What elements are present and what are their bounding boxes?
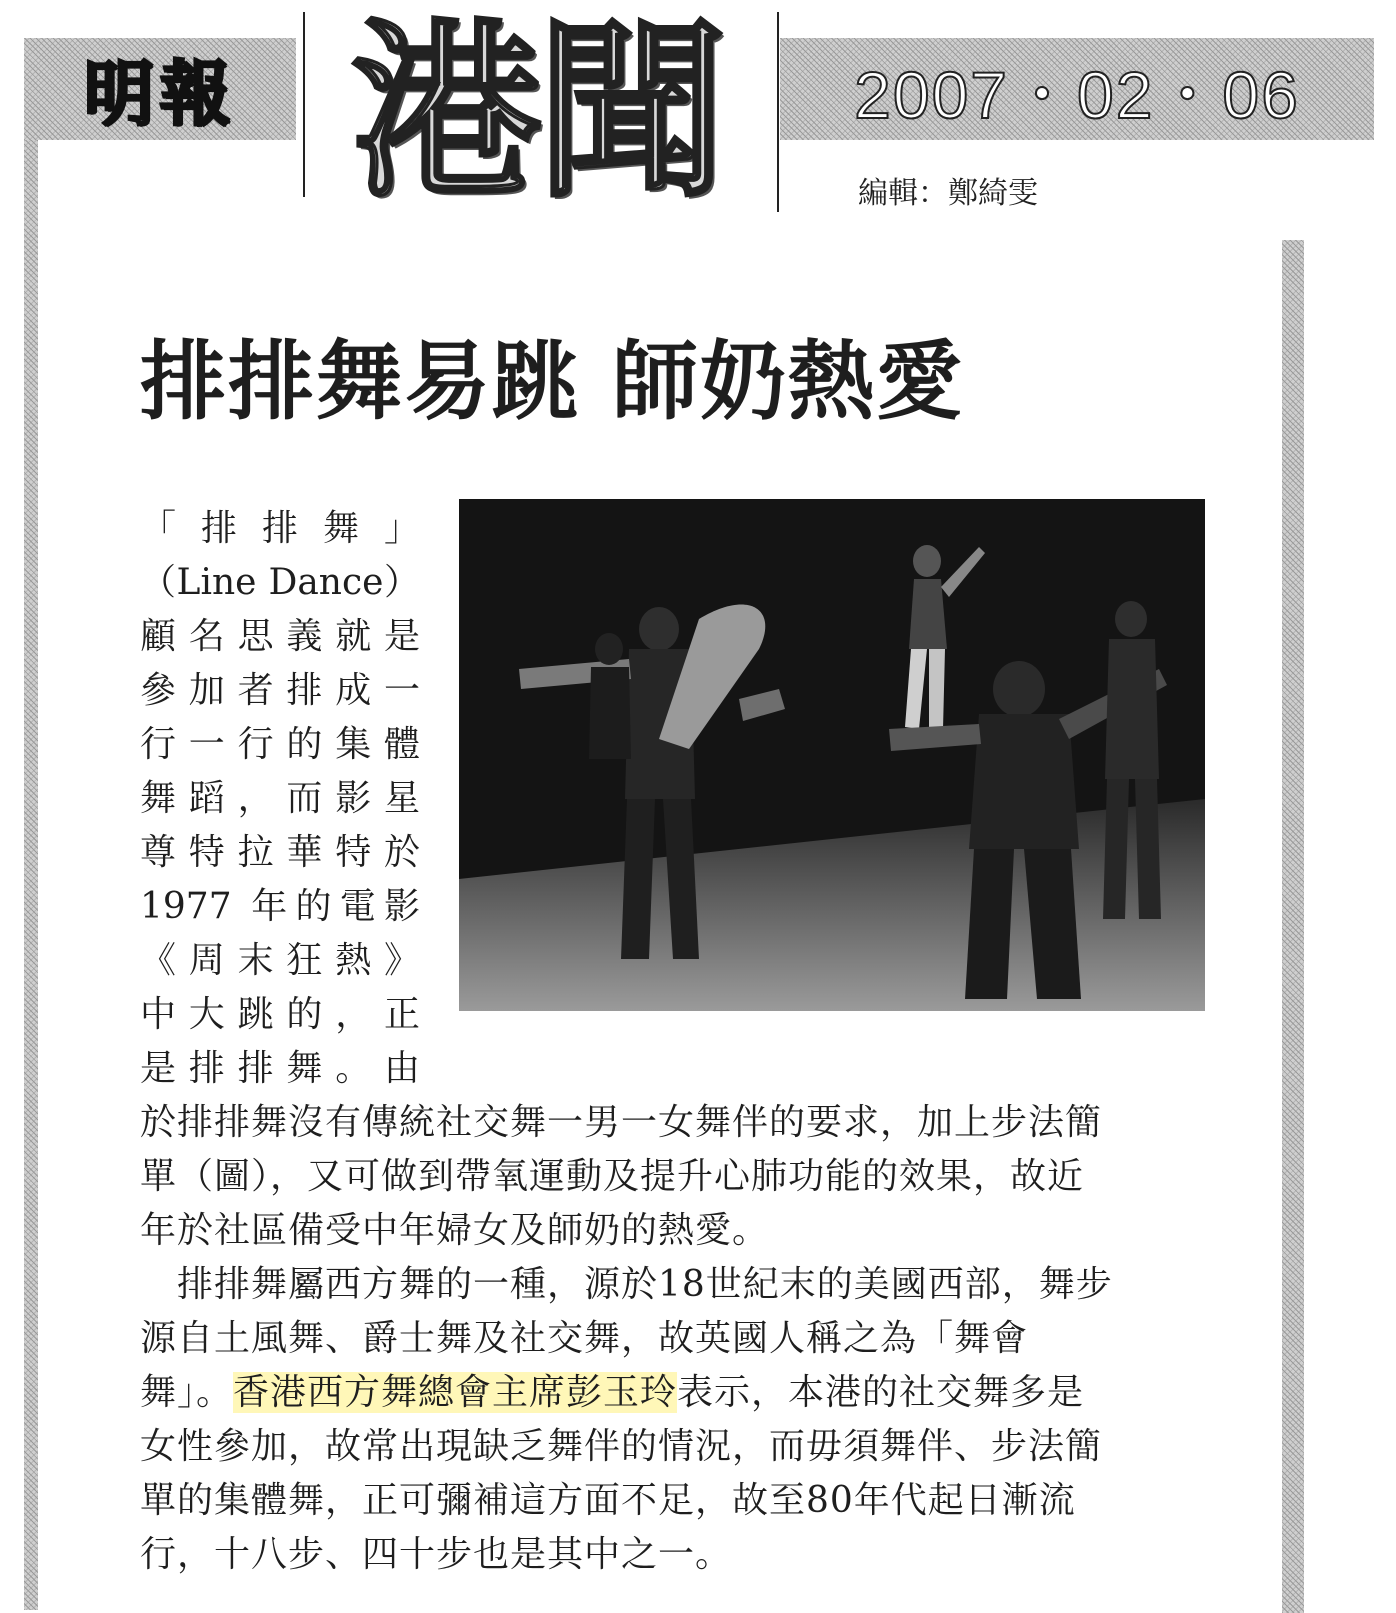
article-line: 舞蹈，而影星 <box>140 778 420 819</box>
article-line: 《周末狂熱》 <box>140 940 420 981</box>
dancers-photo-icon <box>459 499 1205 1011</box>
article-line: 行，十八步、四十步也是其中之一。 <box>140 1534 733 1575</box>
article-line: （Line Dance） <box>140 562 420 603</box>
article-headline: 排排舞易跳 師奶熱愛 <box>140 332 964 432</box>
article-line: 1977 年的電影 <box>140 886 420 927</box>
article-line: 參加者排成一 <box>140 670 420 711</box>
publication-date: 2007・02・06 <box>854 57 1300 132</box>
article-line: 於排排舞沒有傳統社交舞一男一女舞伴的要求，加上步法簡 <box>140 1102 1103 1143</box>
article-line: 單（圖），又可做到帶氧運動及提升心肺功能的效果，故近 <box>140 1156 1085 1197</box>
left-border-rule <box>24 140 38 1610</box>
article-line: 行一行的集體 <box>140 724 420 765</box>
article-line <box>140 1364 1220 1415</box>
paper-logo: 明報 <box>84 51 236 135</box>
article-line: 中大跳的，正 <box>140 994 420 1035</box>
masthead-divider <box>303 12 305 197</box>
article-line: 是排排舞。由 <box>140 1048 420 1089</box>
article-text: 表示，本港的社交舞多是 <box>677 1372 1085 1413</box>
article-line: 年於社區備受中年婦女及師奶的熱愛。 <box>140 1210 770 1251</box>
article-line: 排排舞屬西方舞的一種，源於18世紀末的美國西部，舞步 <box>140 1264 1113 1305</box>
section-title: 港聞 <box>350 2 723 223</box>
editor-credit: 編輯：鄭綺雯 <box>858 176 1038 211</box>
article-line: 「排排舞」 <box>140 508 420 549</box>
article-line: 尊特拉華特於 <box>140 832 420 873</box>
article-line: 顧名思義就是 <box>140 616 420 657</box>
dancers-photo <box>459 499 1205 1011</box>
article-text: 舞」。 <box>140 1372 234 1413</box>
article-line: 女性參加，故常出現缺乏舞伴的情況，而毋須舞伴、步法簡 <box>140 1426 1103 1467</box>
article-line: 源自土風舞、爵士舞及社交舞，故英國人稱之為「舞會 <box>140 1318 1029 1359</box>
highlighted-quote-source: 香港西方舞總會主席彭玉玲 <box>233 1372 678 1413</box>
masthead-divider <box>777 12 779 212</box>
article-line: 單的集體舞，正可彌補這方面不足，故至80年代起日漸流 <box>140 1480 1076 1521</box>
right-border-rule <box>1282 240 1304 1613</box>
